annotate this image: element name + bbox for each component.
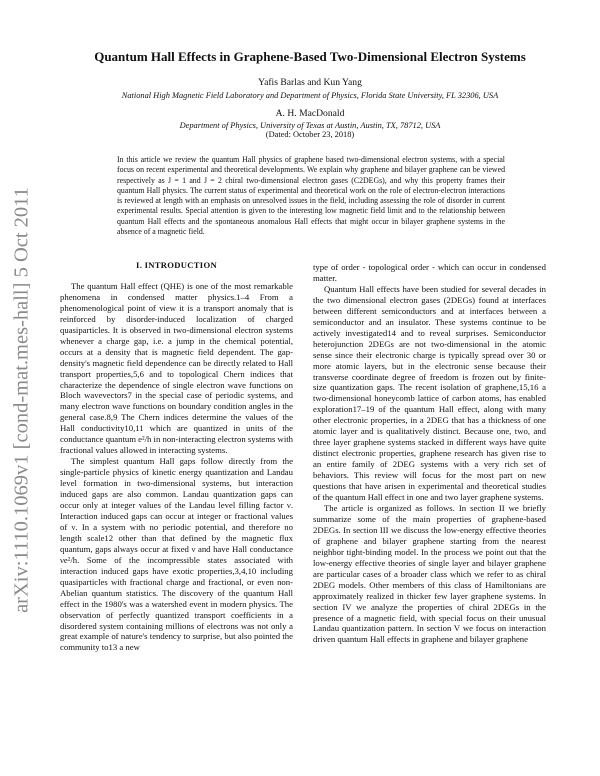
authors-line-1: Yafis Barlas and Kun Yang — [258, 77, 362, 88]
arxiv-identifier: arXiv:1110.1069v1 [cond-mat.mes-hall] 5 Oct 2011 — [10, 187, 33, 613]
intro-paragraph-1: The quantum Hall effect (QHE) is one of the most remarkable phenomena in condensed matter physics.1–4 From a phenomenological point of view it is a transport anomaly that is reinforced by disorder-induced localization of charged quasiparticles. It is observed in two-dimensional electron systems whenever a charge gap, i.e. a jump in the chemical potential, occurs at a density that is magnetic field dependent. The gap-density's magnetic field dependence can be directly related to Hall transport properties,5,6 and to topological Chern indices that characterize the dependence of single electron wave functions on Bloch wavevectors7 in the special case of periodic systems, and many electron wave functions on boundary condition angles in the general case.8,9 The Chern indices determine the values of the Hall conductivity10,11 which are quantized in units of the conductance quantum e²/h in non-interacting electron systems with fractional values allowed in interacting systems. — [60, 280, 293, 456]
affiliation-1: National High Magnetic Field Laboratory and Department of Physics, Florida State University, FL 32306, USA — [121, 91, 499, 100]
intro-paragraph-4: The article is organized as follows. In section II we briefly summarize some of the main properties of graphene-based 2DEGs. In section III we discuss the low-energy effective theories of graphene and bilayer graphene starting from the nearest neighbor tight-binding model. In the process we point out that the low-energy effective theories of single layer and bilayer graphene are particular cases of a broader class which we refer to as chiral 2DEG models. Other members of this class of Hamiltonians are approximately realized in thicker few layer graphene systems. In section IV we analyze the properties of chiral 2DEGs in the presence of a magnetic field, with special focus on their unusual Landau quantization pattern. In section V we focus on interaction driven quantum Hall effects in graphene and bilayer graphene — [313, 502, 546, 645]
affiliation-2: Department of Physics, University of Texas at Austin, Austin, TX, 78712, USA — [179, 121, 441, 130]
section-heading-introduction: I. INTRODUCTION — [136, 260, 217, 270]
intro-paragraph-2-continued: type of order - topological order - which can occur in condensed matter. — [313, 262, 546, 283]
dated-line: (Dated: October 23, 2018) — [265, 130, 355, 139]
right-column — [313, 262, 546, 645]
arxiv-stamp — [0, 0, 44, 776]
abstract: In this article we review the quantum Hall physics of graphene based two-dimensional electron systems, with a special focus on recent experimental and theoretical developments. We explain why graphene and bilayer graphene can be viewed respectively as J = 1 and J = 2 chiral two-dimensional electron gases (C2DEGs), and why this property frames their quantum Hall physics. The current status of experimental and theoretical work on the role of electron-electron interactions is reviewed at length with an emphasis on unresolved issues in the field, including assessing the role of disorder in current experimental results. Special attention is given to the interesting low magnetic field limit and to the relationship between quantum Hall effects and the spontaneous anomalous Hall effects that might occur in bilayer graphene systems in the absence of a magnetic field. — [117, 155, 505, 237]
authors-line-2: A. H. MacDonald — [275, 108, 345, 119]
intro-paragraph-3: Quantum Hall effects have been studied for several decades in the two dimensional electron gases (2DEGs) found at interfaces between different semiconductors and at interfaces between a semiconductor and an insulator. These systems continue to be actively investigated14 and to reveal surprises. Semiconductor heterojunction 2DEGs are not two-dimensional in the atomic sense since their electronic charge is typically spread over 30 or more atomic layers, but in the electronic sense because their transverse coordinate degree of freedom is frozen out by finite-size quantization gaps. The recent isolation of graphene,15,16 a two-dimensional honeycomb lattice of carbon atoms, has enabled exploration17–19 of the quantum Hall effect, along with many other electronic properties, in a 2DEG that has a thickness of one atomic layer and is qualitatively distinct. Because one, two, and three layer graphene systems stacked in different ways have quite distinct electronic properties, graphene research has given rise to an entire family of 2DEG systems with a very rich set of behaviors. This review will focus for the most part on new questions that have arisen in experimental and theoretical studies of the quantum Hall effect in one and two layer graphene systems. — [313, 283, 546, 503]
paper-title: Quantum Hall Effects in Graphene-Based Two-Dimensional Electron Systems — [94, 49, 526, 64]
left-column — [60, 260, 293, 653]
intro-paragraph-2: The simplest quantum Hall gaps follow directly from the single-particle physics of kinetic energy quantization and Landau level formation in two-dimensional systems, but interaction induced gaps are also common. Landau quantization gaps can occur only at integer values of the Landau level filling factor ν. Interaction induced gaps can occur at integer or fractional values of ν. In a system with no periodic potential, and therefore no length scale12 other than that defined by the magnetic flux quantum, gaps always occur at fixed ν and have Hall conductance νe²/h. Some of the incompressible states associated with interaction induced gaps have exotic properties,3,4,10 including quasiparticles with fractional charge and fractional, or even non-Abelian quantum statistics. The discovery of the quantum Hall effect in the 1980's was a watershed event in modern physics. The observation of perfectly quantized transport coefficients in a disordered system containing millions of electrons was not only a great example of nature's tendency to surprise, but also pointed the community to13 a new — [60, 456, 293, 653]
